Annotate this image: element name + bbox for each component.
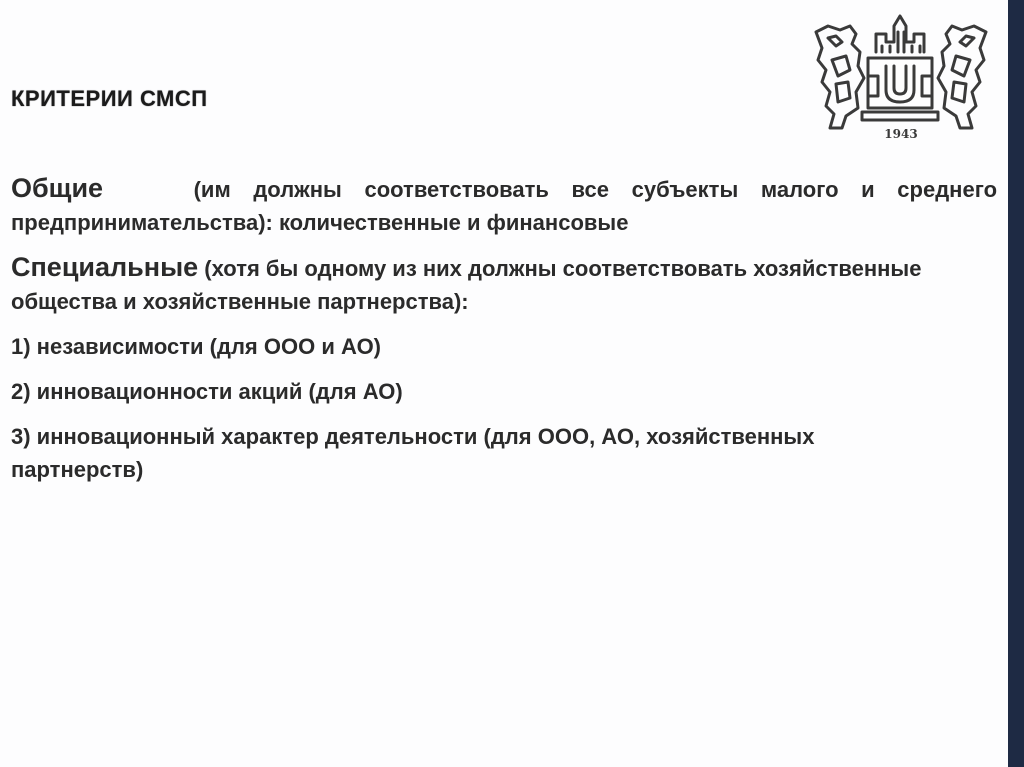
special-criteria (11, 251, 997, 318)
general-criteria-text: (им должны соответствовать все субъекты малого и среднего предпринимательства): количественные и финансовые (11, 177, 998, 235)
list-item: 1) независимости (для ООО и АО) (11, 334, 382, 359)
university-emblem-lions-icon (806, 12, 996, 142)
list-item: 3) инновационный характер деятельности (для ООО, АО, хозяйственных партнерств) (11, 424, 815, 482)
logo-year: 1943 (884, 127, 918, 141)
slide-body (11, 172, 997, 498)
accent-bar (1008, 0, 1024, 767)
university-logo (806, 12, 996, 142)
list-item: 2) инновационности акций (для АО) (11, 379, 403, 404)
special-criteria-lead: Специальные (11, 252, 199, 282)
special-criteria-text: (хотя бы одному из них должны соответствовать хозяйственные общества и хозяйственные партнерства): (11, 256, 922, 314)
general-criteria (11, 172, 997, 239)
slide-title: КРИТЕРИИ СМСП (11, 86, 208, 111)
general-criteria-lead: Общие (11, 173, 104, 203)
